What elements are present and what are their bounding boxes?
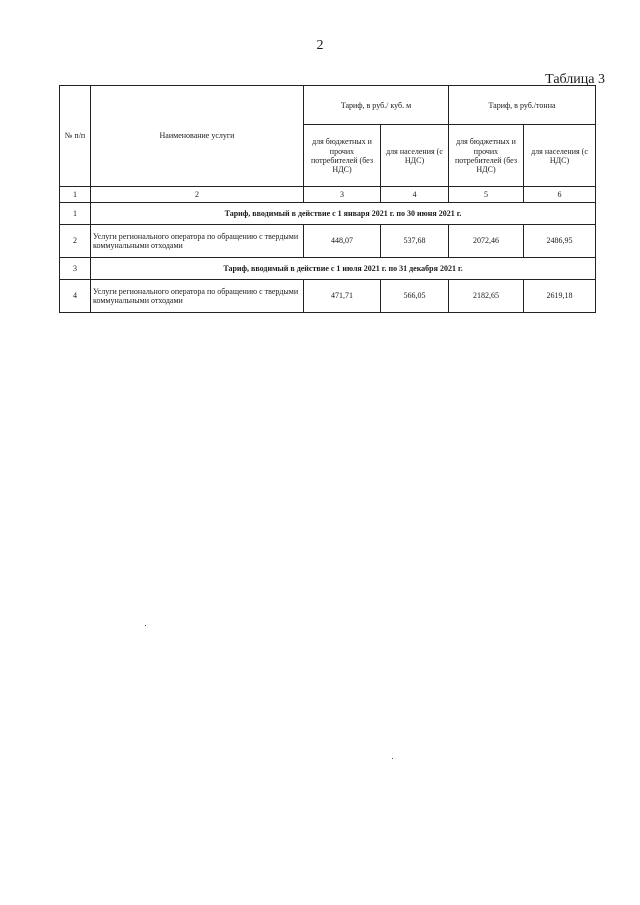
index-cell: 2 — [91, 187, 304, 203]
service-name: Услуги регионального оператора по обращению с твердыми коммунальными отходами — [91, 225, 304, 258]
header-service: Наименование услуги — [91, 86, 304, 187]
index-row — [60, 187, 596, 203]
period-num: 3 — [60, 258, 91, 280]
value-population-weight: 2486,95 — [524, 225, 596, 258]
index-cell: 3 — [304, 187, 381, 203]
table-row — [60, 280, 596, 313]
index-cell: 1 — [60, 187, 91, 203]
header-group-volume: Тариф, в руб./ куб. м — [304, 86, 449, 125]
row-num: 4 — [60, 280, 91, 313]
period-row — [60, 258, 596, 280]
period-num: 1 — [60, 203, 91, 225]
value-budget-weight: 2072,46 — [449, 225, 524, 258]
value-budget-volume: 448,07 — [304, 225, 381, 258]
table-caption: Таблица 3 — [545, 72, 605, 87]
table-row — [60, 225, 596, 258]
scan-speck — [145, 625, 146, 626]
header-num: № п/п — [60, 86, 91, 187]
header-sub-budget-weight: для бюджетных и прочих потребителей (без НДС) — [449, 125, 524, 187]
header-group-weight: Тариф, в руб./тонна — [449, 86, 596, 125]
period-title: Тариф, вводимый в действие с 1 января 2021 г. по 30 июня 2021 г. — [91, 203, 596, 225]
scan-speck — [392, 758, 393, 759]
index-cell: 5 — [449, 187, 524, 203]
header-sub-population-weight: для населения (с НДС) — [524, 125, 596, 187]
period-row — [60, 203, 596, 225]
period-title: Тариф, вводимый в действие с 1 июля 2021 г. по 31 декабря 2021 г. — [91, 258, 596, 280]
header-sub-population-volume: для населения (с НДС) — [381, 125, 449, 187]
index-cell: 6 — [524, 187, 596, 203]
row-num: 2 — [60, 225, 91, 258]
header-sub-budget-volume: для бюджетных и прочих потребителей (без НДС) — [304, 125, 381, 187]
service-name: Услуги регионального оператора по обращению с твердыми коммунальными отходами — [91, 280, 304, 313]
tariff-table — [59, 85, 596, 313]
value-population-volume: 566,05 — [381, 280, 449, 313]
value-population-weight: 2619,18 — [524, 280, 596, 313]
page-number: 2 — [316, 38, 324, 53]
index-cell: 4 — [381, 187, 449, 203]
value-population-volume: 537,68 — [381, 225, 449, 258]
value-budget-volume: 471,71 — [304, 280, 381, 313]
value-budget-weight: 2182,65 — [449, 280, 524, 313]
